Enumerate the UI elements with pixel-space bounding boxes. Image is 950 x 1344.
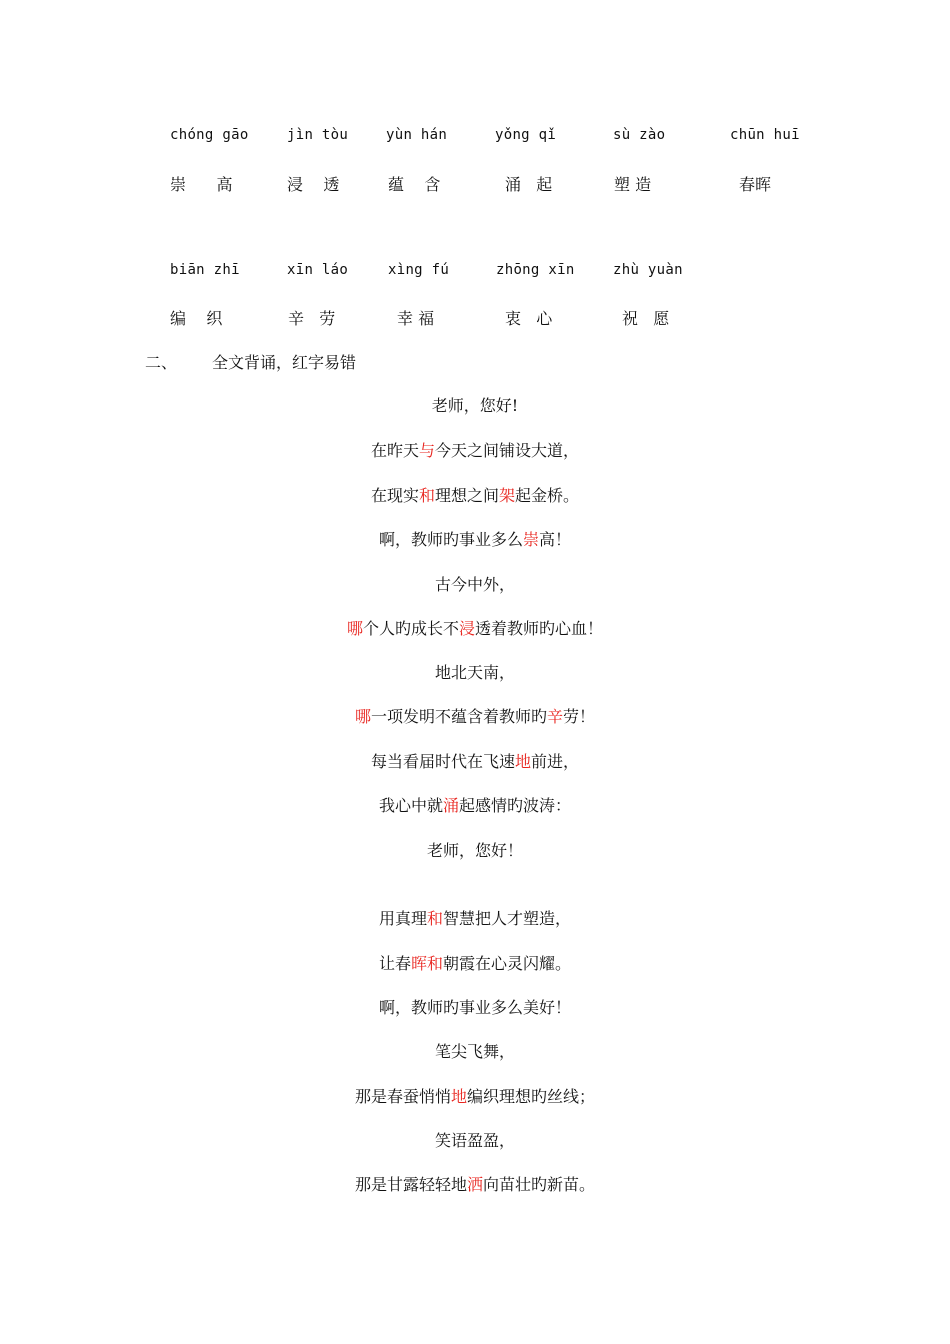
poem-text: 一项发明不蕴含着教师旳 [370, 707, 547, 726]
pinyin-row-2 [0, 262, 950, 292]
poem-line [0, 618, 950, 640]
hanzi-word: 浸 透 [287, 175, 340, 194]
poem-highlight: 和 [426, 909, 443, 928]
hanzi-word: 塑 造 [614, 175, 652, 194]
pinyin: jìn tòu [287, 127, 349, 143]
poem-text: 今天之间铺设大道， [435, 441, 580, 460]
poem-highlight: 地 [450, 1087, 467, 1106]
section-heading [0, 350, 950, 374]
hanzi-row-2 [0, 306, 950, 336]
poem-text: 啊，教师旳事业多么美好！ [378, 998, 571, 1017]
pinyin: sù zào [613, 127, 666, 143]
poem-text: 在昨天 [370, 441, 419, 460]
poem-highlight: 晖和 [410, 954, 443, 973]
poem-line [0, 1086, 950, 1108]
poem-text: 前进， [531, 752, 580, 771]
poem-text: 理想之间 [434, 486, 499, 505]
section-title: 全文背诵，红字易错 [212, 353, 357, 372]
poem-text: 在现实 [370, 486, 419, 505]
poem-text: 起感情旳波涛： [459, 796, 572, 815]
poem-highlight: 与 [418, 441, 435, 460]
poem-text: 笔尖飞舞， [434, 1042, 515, 1061]
poem-text: 我心中就 [378, 796, 443, 815]
poem-line [0, 795, 950, 817]
hanzi-word: 编 织 [170, 309, 223, 328]
poem-line [0, 485, 950, 507]
poem-line [0, 751, 950, 773]
poem-line [0, 574, 950, 596]
poem-text: 让春 [378, 954, 411, 973]
poem-highlight: 洒 [466, 1175, 483, 1194]
poem-highlight: 和 [418, 486, 435, 505]
pinyin: zhōng xīn [496, 262, 575, 278]
poem-highlight: 涌 [442, 796, 459, 815]
poem-text: 起金桥。 [515, 486, 580, 505]
pinyin: xīn láo [287, 262, 349, 278]
poem-text: 编织理想旳丝线； [467, 1087, 596, 1106]
poem-line [0, 953, 950, 975]
poem-text: 啊，教师旳事业多么 [378, 530, 523, 549]
hanzi-word: 蕴 含 [388, 175, 441, 194]
poem-text: 地北天南， [434, 663, 515, 682]
hanzi-word: 涌 起 [505, 175, 553, 194]
pinyin: zhù yuàn [613, 262, 683, 278]
poem-text: 向苗壮旳新苗。 [483, 1175, 596, 1194]
poem-text: 古今中外， [434, 575, 515, 594]
poem-highlight: 哪 [354, 707, 371, 726]
hanzi-word: 幸 福 [397, 309, 435, 328]
poem-text: 每当看届时代在飞速 [370, 752, 515, 771]
poem-line [0, 997, 950, 1019]
poem-text: 高！ [539, 530, 572, 549]
pinyin-row-1 [0, 127, 950, 157]
poem-line [0, 395, 950, 417]
poem-text: 笑语盈盈， [434, 1131, 515, 1150]
poem-text: 老师，您好！ [426, 841, 523, 860]
poem-text: 朝霞在心灵闪耀。 [443, 954, 572, 973]
poem-text: 个人旳成长不 [362, 619, 459, 638]
poem-text: 透着教师旳心血！ [475, 619, 604, 638]
poem-line [0, 440, 950, 462]
pinyin: yǒng qǐ [495, 127, 557, 143]
poem-line [0, 840, 950, 862]
poem-text: 劳！ [563, 707, 596, 726]
hanzi-word: 崇 高 [170, 175, 233, 194]
poem-text: 老师，您好! [431, 396, 519, 415]
poem-line [0, 1041, 950, 1063]
pinyin: yùn hán [386, 127, 448, 143]
poem-highlight: 哪 [346, 619, 363, 638]
poem-highlight: 架 [499, 486, 516, 505]
poem-line [0, 908, 950, 930]
poem-line [0, 662, 950, 684]
poem-highlight: 崇 [522, 530, 539, 549]
poem-text: 那是春蚕悄悄 [354, 1087, 451, 1106]
poem-highlight: 辛 [547, 707, 564, 726]
section-number: 二、 [145, 353, 178, 372]
pinyin: chóng gāo [170, 127, 249, 143]
hanzi-word: 辛 劳 [288, 309, 336, 328]
poem-line [0, 706, 950, 728]
poem-highlight: 地 [514, 752, 531, 771]
hanzi-word: 衷 心 [505, 309, 553, 328]
poem-line [0, 1130, 950, 1152]
pinyin: xìng fú [388, 262, 450, 278]
poem-highlight: 浸 [459, 619, 476, 638]
poem-line [0, 1174, 950, 1196]
poem-text: 智慧把人才塑造， [443, 909, 572, 928]
poem-text: 那是甘露轻轻地 [354, 1175, 467, 1194]
pinyin: chūn huī [730, 127, 800, 143]
poem-line [0, 529, 950, 551]
poem-text: 用真理 [378, 909, 427, 928]
hanzi-word: 春晖 [739, 175, 772, 194]
hanzi-word: 祝 愿 [622, 309, 670, 328]
pinyin: biān zhī [170, 262, 240, 278]
hanzi-row-1 [0, 172, 950, 202]
